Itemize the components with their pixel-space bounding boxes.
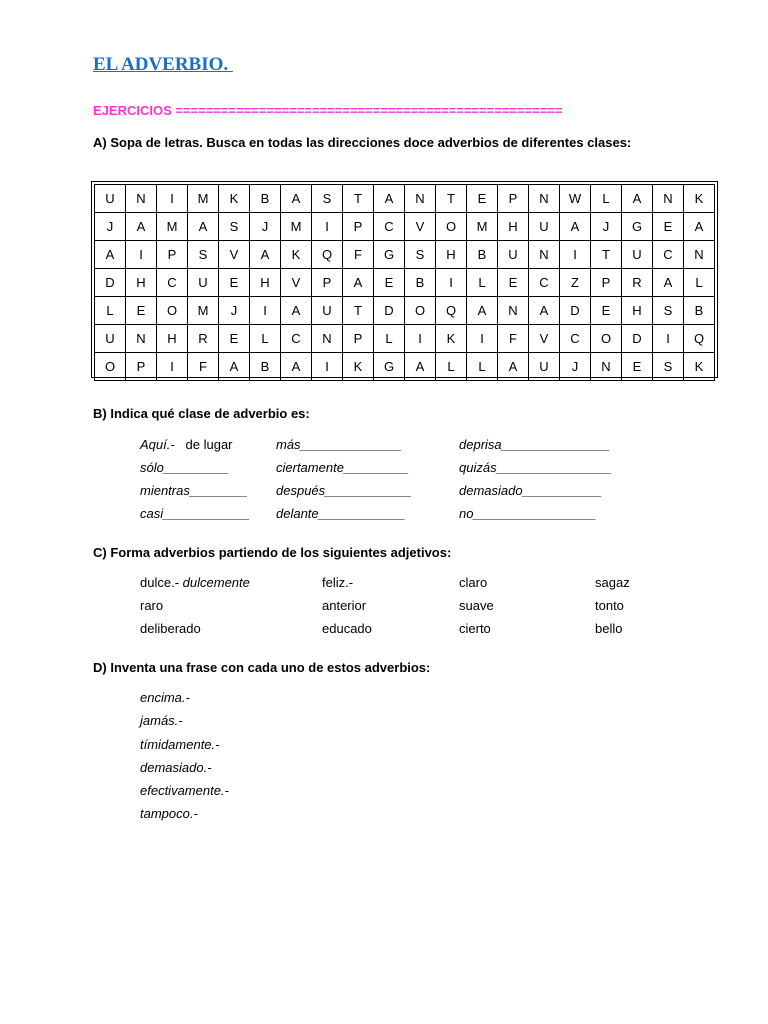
grid-cell: A (467, 297, 498, 325)
grid-cell: T (343, 185, 374, 213)
grid-cell: C (281, 325, 312, 353)
grid-row (95, 297, 715, 325)
c-item: tonto (595, 598, 624, 613)
c-answer: dulcemente (182, 575, 250, 590)
grid-cell: I (653, 325, 684, 353)
b-item: sólo_________ (140, 460, 229, 475)
grid-cell: O (157, 297, 188, 325)
grid-cell: O (95, 353, 126, 381)
grid-cell: K (684, 353, 715, 381)
grid-cell: I (467, 325, 498, 353)
grid-cell: I (436, 269, 467, 297)
c-item: raro (140, 598, 164, 613)
grid-cell: Q (436, 297, 467, 325)
grid-cell: G (622, 213, 653, 241)
b-answer: de lugar (174, 437, 233, 452)
word-search-grid (91, 181, 718, 378)
b-item: deprisa_______________ (459, 437, 611, 452)
grid-cell: I (312, 213, 343, 241)
grid-cell: A (188, 213, 219, 241)
grid-cell: A (219, 353, 250, 381)
grid-cell: U (95, 325, 126, 353)
grid-cell: S (312, 185, 343, 213)
grid-cell: O (436, 213, 467, 241)
grid-cell: H (157, 325, 188, 353)
b-item: no_________________ (459, 506, 597, 521)
grid-cell: V (405, 213, 436, 241)
grid-cell: V (281, 269, 312, 297)
grid-cell: N (653, 185, 684, 213)
grid-cell: E (498, 269, 529, 297)
grid-cell: E (467, 185, 498, 213)
grid-cell: B (250, 185, 281, 213)
section-c-heading: C) Forma adverbios partiendo de los siguientes adjetivos: (93, 545, 452, 560)
c-item: claro (459, 575, 488, 590)
grid-cell: F (343, 241, 374, 269)
d-item: tampoco.- (140, 806, 198, 821)
grid-cell: A (281, 185, 312, 213)
d-item: tímidamente.- (140, 737, 220, 752)
c-item: educado (322, 621, 372, 636)
grid-cell: F (498, 325, 529, 353)
grid-cell: N (498, 297, 529, 325)
grid-cell: J (591, 213, 622, 241)
grid-cell: J (560, 353, 591, 381)
grid-cell: L (436, 353, 467, 381)
grid-cell: H (436, 241, 467, 269)
grid-row (95, 353, 715, 381)
d-item: demasiado.- (140, 760, 212, 775)
grid-cell: W (560, 185, 591, 213)
grid-row (95, 269, 715, 297)
b-item: quizás________________ (459, 460, 613, 475)
grid-cell: B (467, 241, 498, 269)
grid-cell: A (343, 269, 374, 297)
d-item: efectivamente.- (140, 783, 229, 798)
grid-cell: A (281, 297, 312, 325)
grid-cell: D (95, 269, 126, 297)
grid-cell: L (591, 185, 622, 213)
grid-cell: P (312, 269, 343, 297)
b-item: ciertamente_________ (276, 460, 409, 475)
grid-cell: C (560, 325, 591, 353)
grid-cell: A (250, 241, 281, 269)
grid-cell: K (343, 353, 374, 381)
grid-cell: M (157, 213, 188, 241)
grid-cell: K (436, 325, 467, 353)
grid-cell: A (653, 269, 684, 297)
grid-cell: V (529, 325, 560, 353)
grid-cell: Z (560, 269, 591, 297)
grid-cell: S (219, 213, 250, 241)
grid-cell: U (529, 353, 560, 381)
grid-cell: C (157, 269, 188, 297)
grid-cell: A (281, 353, 312, 381)
grid-cell: P (591, 269, 622, 297)
grid-cell: U (622, 241, 653, 269)
grid-cell: E (219, 269, 250, 297)
c-item: sagaz (595, 575, 630, 590)
grid-cell: D (622, 325, 653, 353)
grid-cell: L (467, 269, 498, 297)
grid-row (95, 325, 715, 353)
grid-cell: T (591, 241, 622, 269)
c-item: cierto (459, 621, 491, 636)
section-a-heading: A) Sopa de letras. Busca en todas las direcciones doce adverbios de diferentes clases: (93, 135, 632, 150)
grid-cell: P (157, 241, 188, 269)
grid-cell: J (219, 297, 250, 325)
grid-cell: O (591, 325, 622, 353)
b-item: demasiado___________ (459, 483, 603, 498)
grid-row (95, 241, 715, 269)
grid-cell: G (374, 241, 405, 269)
grid-cell: A (126, 213, 157, 241)
grid-cell: N (126, 325, 157, 353)
grid-cell: L (467, 353, 498, 381)
grid-cell: M (467, 213, 498, 241)
grid-cell: A (95, 241, 126, 269)
b-item: casi____________ (140, 506, 250, 521)
grid-cell: N (529, 185, 560, 213)
b-item: delante____________ (276, 506, 406, 521)
grid-cell: A (622, 185, 653, 213)
b-item: después____________ (276, 483, 412, 498)
grid-cell: S (653, 297, 684, 325)
grid-cell: O (405, 297, 436, 325)
grid-row (95, 213, 715, 241)
grid-cell: S (188, 241, 219, 269)
grid-cell: H (498, 213, 529, 241)
grid-cell: C (653, 241, 684, 269)
grid-cell: B (250, 353, 281, 381)
b-item: mientras________ (140, 483, 248, 498)
grid-cell: U (529, 213, 560, 241)
grid-row (95, 185, 715, 213)
grid-cell: L (374, 325, 405, 353)
grid-cell: U (312, 297, 343, 325)
grid-cell: I (126, 241, 157, 269)
grid-cell: N (591, 353, 622, 381)
grid-cell: L (95, 297, 126, 325)
c-item: suave (459, 598, 494, 613)
grid-cell: T (343, 297, 374, 325)
ejercicios-heading: EJERCICIOS =================================================== (93, 103, 563, 118)
grid-cell: N (126, 185, 157, 213)
grid-cell: E (219, 325, 250, 353)
grid-cell: V (219, 241, 250, 269)
grid-cell: K (281, 241, 312, 269)
grid-cell: E (126, 297, 157, 325)
grid-cell: P (343, 325, 374, 353)
grid-cell: N (529, 241, 560, 269)
grid-cell: A (374, 185, 405, 213)
grid-cell: R (188, 325, 219, 353)
grid-cell: E (653, 213, 684, 241)
grid-cell: M (281, 213, 312, 241)
grid-cell: B (684, 297, 715, 325)
grid-cell: I (250, 297, 281, 325)
d-item: jamás.- (140, 713, 183, 728)
grid-cell: I (405, 325, 436, 353)
b-item: Aquí.- de lugar (140, 437, 233, 452)
grid-cell: M (188, 297, 219, 325)
grid-cell: S (653, 353, 684, 381)
c-item: bello (595, 621, 623, 636)
grid-cell: P (126, 353, 157, 381)
c-item: deliberado (140, 621, 201, 636)
grid-cell: L (684, 269, 715, 297)
grid-cell: N (684, 241, 715, 269)
grid-cell: E (591, 297, 622, 325)
grid-cell: G (374, 353, 405, 381)
grid-cell: A (560, 213, 591, 241)
grid-cell: K (684, 185, 715, 213)
grid-cell: T (436, 185, 467, 213)
grid-cell: D (560, 297, 591, 325)
grid-cell: E (622, 353, 653, 381)
grid-cell: Q (312, 241, 343, 269)
grid-cell: D (374, 297, 405, 325)
grid-cell: P (343, 213, 374, 241)
grid-cell: M (188, 185, 219, 213)
c-item: dulce.- dulcemente (140, 575, 250, 590)
grid-cell: E (374, 269, 405, 297)
grid-cell: U (188, 269, 219, 297)
grid-cell: P (498, 185, 529, 213)
c-item: anterior (322, 598, 367, 613)
grid-cell: J (95, 213, 126, 241)
grid-cell: I (157, 353, 188, 381)
section-d-heading: D) Inventa una frase con cada uno de estos adverbios: (93, 660, 431, 675)
grid-cell: A (684, 213, 715, 241)
grid-cell: C (529, 269, 560, 297)
grid-cell: U (498, 241, 529, 269)
grid-cell: H (622, 297, 653, 325)
grid-cell: C (374, 213, 405, 241)
grid-cell: I (157, 185, 188, 213)
grid-cell: H (126, 269, 157, 297)
grid-cell: F (188, 353, 219, 381)
grid-cell: L (250, 325, 281, 353)
grid-cell: A (498, 353, 529, 381)
grid-cell: Q (684, 325, 715, 353)
grid-cell: I (312, 353, 343, 381)
b-item: más______________ (276, 437, 402, 452)
grid-cell: N (312, 325, 343, 353)
c-item: feliz.- (322, 575, 354, 590)
grid-cell: I (560, 241, 591, 269)
grid-cell: S (405, 241, 436, 269)
word-search-table (94, 184, 715, 381)
d-item: encima.- (140, 690, 190, 705)
grid-cell: A (529, 297, 560, 325)
grid-cell: J (250, 213, 281, 241)
grid-cell: U (95, 185, 126, 213)
grid-cell: K (219, 185, 250, 213)
grid-cell: B (405, 269, 436, 297)
grid-cell: A (405, 353, 436, 381)
page-title: EL ADVERBIO. (93, 54, 233, 75)
section-b-heading: B) Indica qué clase de adverbio es: (93, 406, 310, 421)
grid-cell: H (250, 269, 281, 297)
grid-cell: R (622, 269, 653, 297)
grid-cell: N (405, 185, 436, 213)
